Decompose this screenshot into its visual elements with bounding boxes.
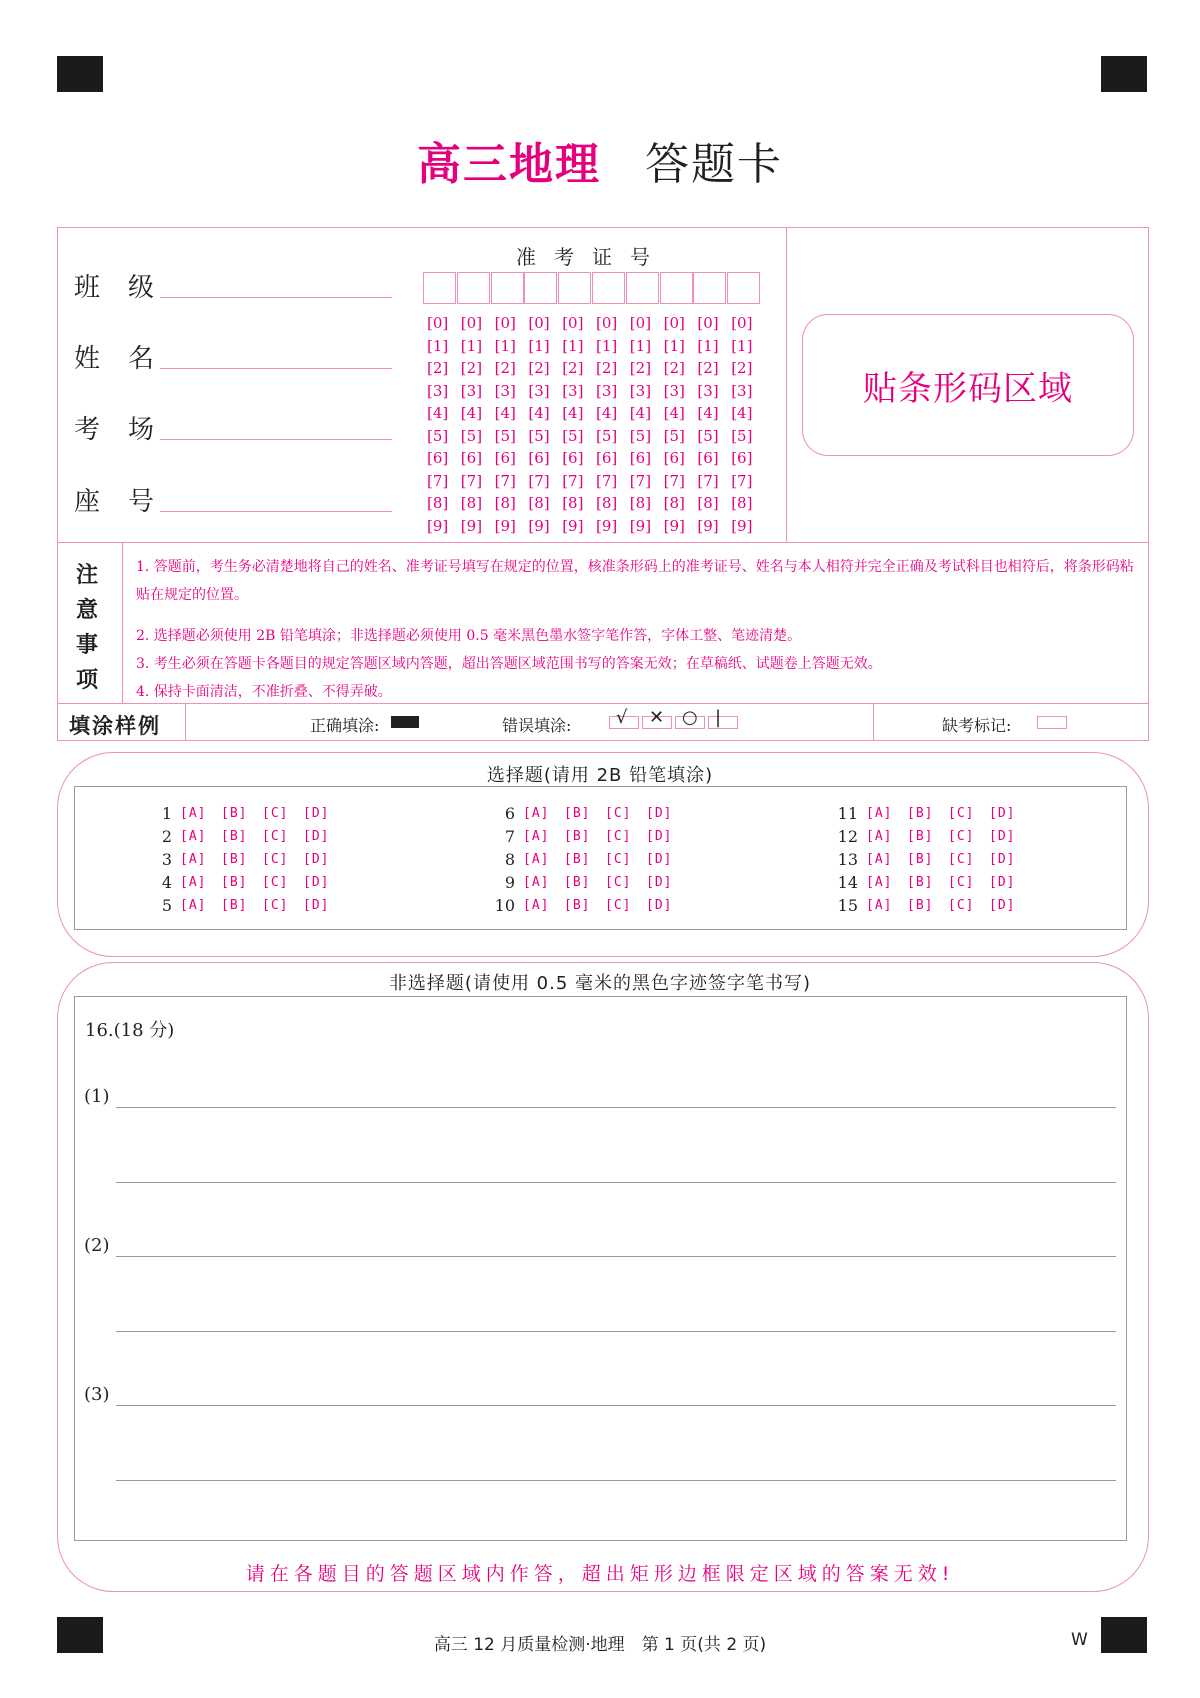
exam-number-bubble[interactable]: [0] [562, 314, 584, 332]
exam-number-bubble[interactable]: [9] [562, 516, 584, 535]
exam-number-bubble[interactable]: [4] [460, 404, 483, 422]
notice-heading-char: 项 [76, 668, 99, 693]
exam-number-bubble[interactable]: [8] [528, 494, 550, 512]
answer-line[interactable] [116, 1107, 1116, 1108]
exam-number-bubble[interactable]: [7] [596, 471, 618, 490]
candidate-field-input[interactable] [160, 297, 392, 298]
correct-fill-label: 正确填涂: [310, 716, 380, 735]
exam-number-bubble[interactable]: [4] [697, 404, 719, 422]
question-number: 5 [161, 896, 172, 915]
notice-item: 1. 答题前，考生务必清楚地将自己的姓名、准考证号填写在规定的位置，核准条形码上的准考证号、姓名与本人相符并完全正确及考试科目也相符后，将条形码粘贴在规定的位置。 [136, 559, 1134, 603]
absent-mark-label: 缺考标记: [942, 716, 1012, 735]
exam-number-box[interactable] [524, 272, 557, 304]
absent-mark-box [1037, 716, 1067, 729]
exam-number-bubble[interactable]: [5] [629, 426, 652, 445]
exam-number-bubble[interactable]: [1] [562, 336, 584, 355]
exam-number-bubble[interactable]: [5] [731, 426, 753, 445]
choice-option[interactable]: [C] [605, 829, 632, 844]
exam-number-bubble[interactable]: [2] [663, 359, 685, 377]
choice-option[interactable]: [B] [564, 898, 591, 913]
notice-heading-char: 意 [76, 598, 99, 623]
answer-line[interactable] [116, 1331, 1116, 1332]
notice-item: 2. 选择题必须使用 2B 铅笔填涂；非选择题必须使用 0.5 毫米黑色墨水签字笔作答，字体工整、笔迹清楚。 [136, 628, 802, 644]
fill-example-divider-1 [185, 703, 186, 741]
exam-number-bubble[interactable]: [7] [460, 471, 483, 490]
choice-option[interactable]: [D] [303, 875, 330, 890]
barcode-area [802, 314, 1134, 456]
question-number: 6 [504, 804, 515, 823]
choice-option[interactable]: [D] [303, 806, 330, 821]
exam-number-bubble[interactable]: [3] [494, 381, 516, 400]
exam-number-bubble[interactable]: [0] [460, 314, 483, 332]
choice-option[interactable]: [B] [564, 829, 591, 844]
choice-option[interactable]: [C] [605, 898, 632, 913]
exam-number-bubble[interactable]: [4] [427, 404, 449, 422]
exam-number-bubble[interactable]: [9] [629, 516, 652, 535]
question-number: 7 [504, 827, 515, 846]
question-16-label: 16.(18 分) [85, 1020, 175, 1041]
exam-number-box[interactable] [727, 272, 760, 304]
exam-number-bubble[interactable]: [7] [731, 471, 753, 490]
card-title: 答题卡 [645, 139, 783, 190]
exam-number-bubble[interactable]: [2] [596, 359, 618, 377]
choice-option[interactable]: [B] [907, 829, 934, 844]
exam-number-bubble[interactable]: [5] [427, 426, 449, 445]
choice-option[interactable]: [C] [948, 852, 975, 867]
choice-option[interactable]: [A] [523, 806, 550, 821]
exam-number-bubble[interactable]: [1] [596, 336, 618, 355]
exam-number-bubble[interactable]: [8] [663, 494, 685, 512]
choice-option[interactable]: [B] [564, 806, 591, 821]
choice-option[interactable]: [A] [180, 829, 207, 844]
exam-number-bubble[interactable]: [6] [731, 449, 753, 467]
choice-option[interactable]: [B] [907, 875, 934, 890]
question-number: 11 [837, 804, 858, 823]
choice-option[interactable]: [D] [303, 852, 330, 867]
exam-number-bubble[interactable]: [2] [427, 359, 449, 377]
exam-number-bubble[interactable]: [3] [562, 381, 584, 400]
exam-number-bubble[interactable]: [5] [697, 426, 719, 445]
exam-number-bubble[interactable]: [2] [562, 359, 584, 377]
choice-option[interactable]: [A] [180, 806, 207, 821]
choice-option[interactable]: [B] [221, 852, 248, 867]
choice-option[interactable]: [D] [646, 875, 673, 890]
choice-option[interactable]: [A] [523, 852, 550, 867]
sub-question-label: (3) [84, 1384, 110, 1405]
exam-number-bubble[interactable]: [4] [663, 404, 685, 422]
exam-number-bubble[interactable]: [7] [562, 471, 584, 490]
candidate-field-input[interactable] [160, 439, 392, 440]
exam-number-bubble[interactable]: [1] [494, 336, 516, 355]
sub-question-label: (1) [84, 1086, 110, 1107]
exam-number-bubble[interactable]: [3] [663, 381, 685, 400]
exam-number-bubble[interactable]: [6] [427, 449, 449, 467]
exam-number-bubble[interactable]: [8] [562, 494, 584, 512]
choice-option[interactable]: [A] [866, 898, 893, 913]
choice-option[interactable]: [C] [948, 898, 975, 913]
exam-number-box[interactable] [558, 272, 591, 304]
exam-number-bubble[interactable]: [7] [494, 471, 516, 490]
exam-number-bubble[interactable]: [6] [596, 449, 618, 467]
exam-number-bubble[interactable]: [0] [629, 314, 652, 332]
choice-option[interactable]: [D] [989, 875, 1016, 890]
choice-option[interactable]: [C] [605, 806, 632, 821]
question-number: 14 [837, 873, 858, 892]
exam-number-bubble[interactable]: [9] [663, 516, 685, 535]
exam-number-bubble[interactable]: [2] [494, 359, 516, 377]
choice-option[interactable]: [D] [989, 806, 1016, 821]
exam-number-bubble[interactable]: [8] [460, 494, 483, 512]
exam-number-bubble[interactable]: [1] [731, 336, 753, 355]
choice-option[interactable]: [A] [866, 875, 893, 890]
choice-option[interactable]: [C] [948, 806, 975, 821]
question-number: 12 [837, 827, 858, 846]
question-number: 15 [837, 896, 858, 915]
choice-option[interactable]: [D] [989, 852, 1016, 867]
written-section-title: 非选择题(请使用 0.5 毫米的黑色字迹签字笔书写) [388, 973, 812, 994]
exam-number-bubble[interactable]: [8] [494, 494, 516, 512]
choice-option[interactable]: [D] [646, 852, 673, 867]
wrong-mark-box [708, 716, 738, 729]
barcode-area-label: 贴条形码区域 [863, 368, 1073, 409]
exam-number-bubble[interactable]: [3] [460, 381, 483, 400]
written-answer-area [74, 996, 1127, 1541]
question-number: 8 [504, 850, 515, 869]
exam-number-box[interactable] [693, 272, 726, 304]
exam-number-bubble[interactable]: [9] [427, 516, 449, 535]
notice-item: 4. 保持卡面清洁，不准折叠、不得弄破。 [136, 684, 392, 700]
exam-number-bubble[interactable]: [9] [528, 516, 550, 535]
exam-number-bubble[interactable]: [5] [663, 426, 685, 445]
candidate-field-label: 考场 [74, 415, 183, 445]
exam-number-bubble[interactable]: [3] [697, 381, 719, 400]
exam-number-bubble[interactable]: [9] [494, 516, 516, 535]
exam-number-bubble[interactable]: [7] [427, 471, 449, 490]
question-number: 10 [494, 896, 515, 915]
choice-option[interactable]: [D] [989, 829, 1016, 844]
exam-number-box[interactable] [626, 272, 659, 304]
exam-number-bubble[interactable]: [7] [629, 471, 652, 490]
choice-option[interactable]: [B] [564, 875, 591, 890]
exam-number-bubble[interactable]: [9] [596, 516, 618, 535]
choice-option[interactable]: [A] [180, 875, 207, 890]
exam-number-bubble[interactable]: [1] [460, 336, 483, 355]
exam-number-bubble[interactable]: [8] [629, 494, 652, 512]
choice-option[interactable]: [C] [262, 898, 289, 913]
candidate-field-input[interactable] [160, 368, 392, 369]
answer-line[interactable] [116, 1182, 1116, 1183]
answer-line[interactable] [116, 1256, 1116, 1257]
exam-number-bubble[interactable]: [2] [528, 359, 550, 377]
exam-number-bubble[interactable]: [6] [562, 449, 584, 467]
choice-option[interactable]: [D] [646, 898, 673, 913]
exam-number-bubble[interactable]: [2] [629, 359, 652, 377]
choice-option[interactable]: [A] [180, 852, 207, 867]
choice-option[interactable]: [B] [907, 852, 934, 867]
answer-line[interactable] [116, 1480, 1116, 1481]
exam-number-bubble[interactable]: [0] [528, 314, 550, 332]
footer-mark: W [1071, 1630, 1088, 1650]
wrong-mark-glyph: | [715, 707, 722, 728]
sub-question-label: (2) [84, 1235, 110, 1256]
choice-option[interactable]: [A] [866, 829, 893, 844]
exam-number-bubble[interactable]: [3] [629, 381, 652, 400]
exam-number-bubble[interactable]: [6] [494, 449, 516, 467]
exam-number-bubble[interactable]: [2] [460, 359, 483, 377]
exam-number-bubble[interactable]: [3] [731, 381, 753, 400]
choice-option[interactable]: [B] [221, 898, 248, 913]
choice-option[interactable]: [C] [262, 829, 289, 844]
question-number: 1 [161, 804, 172, 823]
wrong-mark-glyph: ○ [682, 707, 698, 728]
candidate-field-label: 姓名 [74, 344, 183, 374]
exam-number-bubble[interactable]: [5] [562, 426, 584, 445]
choice-option[interactable]: [D] [646, 806, 673, 821]
choice-section-title: 选择题(请用 2B 铅笔填涂) [486, 765, 714, 786]
choice-option[interactable]: [A] [523, 898, 550, 913]
exam-number-box[interactable] [491, 272, 524, 304]
notice-divider [122, 542, 123, 704]
page-footer: 高三 12 月质量检测·地理 第 1 页(共 2 页) [433, 1635, 767, 1655]
exam-number-bubble[interactable]: [4] [731, 404, 753, 422]
exam-number-bubble[interactable]: [1] [629, 336, 652, 355]
subject-title: 高三地理 [417, 139, 601, 190]
exam-number-bubble[interactable]: [5] [596, 426, 618, 445]
exam-number-bubble[interactable]: [1] [663, 336, 685, 355]
exam-number-title: 准考证号 [516, 245, 668, 269]
choice-option[interactable]: [A] [866, 806, 893, 821]
exam-number-bubble[interactable]: [0] [697, 314, 719, 332]
exam-number-bubble[interactable]: [0] [596, 314, 618, 332]
exam-number-bubble[interactable]: [8] [596, 494, 618, 512]
exam-number-bubble[interactable]: [1] [528, 336, 550, 355]
candidate-field-input[interactable] [160, 511, 392, 512]
exam-number-box[interactable] [592, 272, 625, 304]
choice-option[interactable]: [C] [262, 852, 289, 867]
info-divider-vertical [786, 227, 787, 543]
choice-option[interactable]: [C] [262, 806, 289, 821]
exam-number-bubble[interactable]: [7] [697, 471, 719, 490]
exam-number-bubble[interactable]: [6] [528, 449, 550, 467]
question-number: 9 [504, 873, 515, 892]
exam-number-bubble[interactable]: [0] [427, 314, 449, 332]
exam-number-bubble[interactable]: [7] [528, 471, 550, 490]
choice-option[interactable]: [C] [605, 875, 632, 890]
exam-number-bubble[interactable]: [2] [697, 359, 719, 377]
answer-line[interactable] [116, 1405, 1116, 1406]
exam-number-bubble[interactable]: [3] [528, 381, 550, 400]
exam-number-bubble[interactable]: [2] [731, 359, 753, 377]
exam-number-bubble[interactable]: [6] [460, 449, 483, 467]
exam-number-bubble[interactable]: [1] [427, 336, 449, 355]
choice-option[interactable]: [D] [646, 829, 673, 844]
choice-option[interactable]: [C] [948, 875, 975, 890]
choice-option[interactable]: [A] [523, 875, 550, 890]
fill-example-label: 填涂样例 [69, 714, 161, 738]
choice-option[interactable]: [D] [303, 898, 330, 913]
choice-option[interactable]: [D] [303, 829, 330, 844]
fill-example-divider-2 [873, 703, 874, 741]
page-title [0, 128, 1200, 192]
choice-option[interactable]: [B] [221, 829, 248, 844]
registration-mark-top-right [1101, 56, 1147, 92]
choice-option[interactable]: [B] [564, 852, 591, 867]
wrong-mark-glyph: ✕ [649, 707, 665, 728]
candidate-field-label: 座号 [74, 487, 183, 517]
choice-option[interactable]: [C] [948, 829, 975, 844]
wrong-fill-label: 错误填涂: [502, 716, 572, 735]
exam-number-bubble[interactable]: [4] [494, 404, 516, 422]
exam-number-bubble[interactable]: [7] [663, 471, 685, 490]
exam-number-bubble[interactable]: [8] [427, 494, 449, 512]
exam-number-bubble[interactable]: [5] [494, 426, 516, 445]
exam-number-bubble[interactable]: [4] [528, 404, 550, 422]
exam-number-bubble[interactable]: [0] [663, 314, 685, 332]
exam-number-bubble[interactable]: [3] [427, 381, 449, 400]
question-number: 2 [161, 827, 172, 846]
question-number: 3 [161, 850, 172, 869]
choice-option[interactable]: [B] [907, 806, 934, 821]
choice-option[interactable]: [B] [907, 898, 934, 913]
answer-area-warning: 请在各题目的答题区域内作答，超出矩形边框限定区域的答案无效! [245, 1563, 955, 1585]
choice-option[interactable]: [C] [605, 852, 632, 867]
candidate-field-label: 班级 [74, 273, 183, 303]
exam-number-bubble[interactable]: [0] [494, 314, 516, 332]
exam-number-bubble[interactable]: [3] [596, 381, 618, 400]
choice-option[interactable]: [C] [262, 875, 289, 890]
choice-option[interactable]: [A] [523, 829, 550, 844]
exam-number-bubble[interactable]: [6] [697, 449, 719, 467]
exam-number-box[interactable] [457, 272, 490, 304]
choice-option[interactable]: [D] [989, 898, 1016, 913]
exam-number-bubble[interactable]: [4] [629, 404, 652, 422]
choice-option[interactable]: [B] [221, 806, 248, 821]
exam-number-box[interactable] [660, 272, 693, 304]
question-number: 13 [837, 850, 858, 869]
choice-option[interactable]: [A] [866, 852, 893, 867]
choice-option[interactable]: [B] [221, 875, 248, 890]
choice-option[interactable]: [A] [180, 898, 207, 913]
exam-number-bubble[interactable]: [5] [528, 426, 550, 445]
exam-number-box[interactable] [423, 272, 456, 304]
exam-number-bubble[interactable]: [9] [697, 516, 719, 535]
exam-number-bubble[interactable]: [4] [596, 404, 618, 422]
exam-number-bubble[interactable]: [9] [460, 516, 483, 535]
wrong-mark-glyph: √ [616, 707, 628, 728]
exam-number-bubble[interactable]: [4] [562, 404, 584, 422]
exam-number-bubble[interactable]: [8] [731, 494, 753, 512]
notice-heading-char: 注 [76, 563, 99, 588]
exam-number-bubble[interactable]: [6] [629, 449, 652, 467]
question-number: 4 [161, 873, 172, 892]
notice-item: 3. 考生必须在答题卡各题目的规定答题区域内答题，超出答题区域范围书写的答案无效；在草稿纸、试题卷上答题无效。 [136, 656, 882, 672]
exam-number-bubble[interactable]: [8] [697, 494, 719, 512]
exam-number-bubble[interactable]: [6] [663, 449, 685, 467]
notice-heading-char: 事 [76, 633, 99, 658]
exam-number-bubble[interactable]: [5] [460, 426, 483, 445]
registration-mark-top-left [57, 56, 103, 92]
exam-number-bubble[interactable]: [0] [731, 314, 753, 332]
exam-number-bubble[interactable]: [1] [697, 336, 719, 355]
correct-fill-mark [391, 716, 419, 728]
exam-number-bubble[interactable]: [9] [731, 516, 753, 535]
